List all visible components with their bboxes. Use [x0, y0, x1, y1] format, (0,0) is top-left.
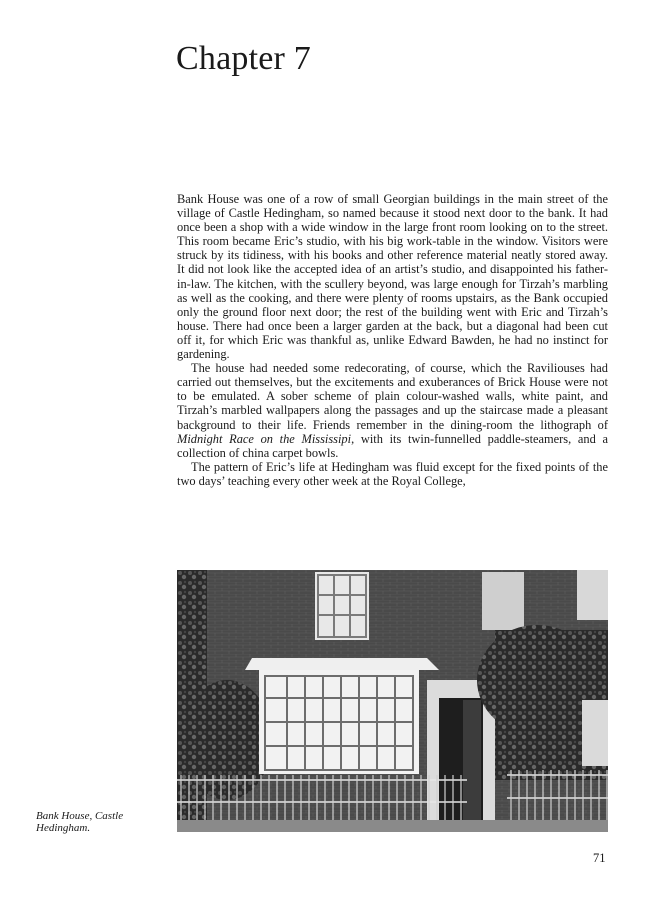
- bank-house-photo: [177, 570, 608, 832]
- paragraph-text: , with its twin-funnelled paddle-steamers, and a collection of china carpet bowls.: [177, 431, 609, 460]
- paragraph: Bank House was one of a row of small Georgian buildings in the main street of the village of Castle Hedingham, so named because it stood next door to the bank. It had once been a shop with a wide window in the large front room looking on to the street. This room became Eric’s studio, with his big work-table in the window. Visitors were struck by its tidiness, with his books and other reference material neatly stored away. It did not look like the accepted idea of an artist’s studio, and disappointed his father-in-law. The kitchen, with the scullery beyond, was large enough for Tirzah’s marbling as well as the cooking, and there were plenty of rooms upstairs, as the Bank occupied only the ground floor next door; the rest of the building went with Eric and Tirzah’s house. There had once been a larger garden at the back, but a diagonal had been cut off it, for which Eric was thankful as, unlike Edward Bawden, he had no instinct for gardening.: [177, 192, 608, 362]
- paragraph: The pattern of Eric’s life at Hedingham was fluid except for the fixed points of the two days’ teaching every other week at the Royal College,: [177, 459, 608, 488]
- paragraph-text: The house had needed some redecorating, of course, which the Raviliouses had carried out themselves, but the excitements and exuberances of Brick House were not to be emulated. A sober scheme of plain colour-washed walls, white paint, and Tirzah’s marbled wallpapers along the passages and up the staircase made a pleasant background to their life. Friends remember in the dining-room the lithograph of: [177, 361, 608, 432]
- artwork-title: Midnight Race on the Mississipi: [177, 431, 352, 446]
- body-text: [177, 192, 608, 488]
- photo-illustration: [177, 570, 608, 832]
- figure-caption: [36, 810, 156, 834]
- caption-line: Hedingham.: [36, 822, 91, 834]
- chapter-title: Chapter 7: [176, 40, 311, 77]
- page-number: 71: [593, 851, 606, 865]
- paragraph: [177, 361, 608, 460]
- caption-line: Bank House, Castle: [36, 810, 124, 822]
